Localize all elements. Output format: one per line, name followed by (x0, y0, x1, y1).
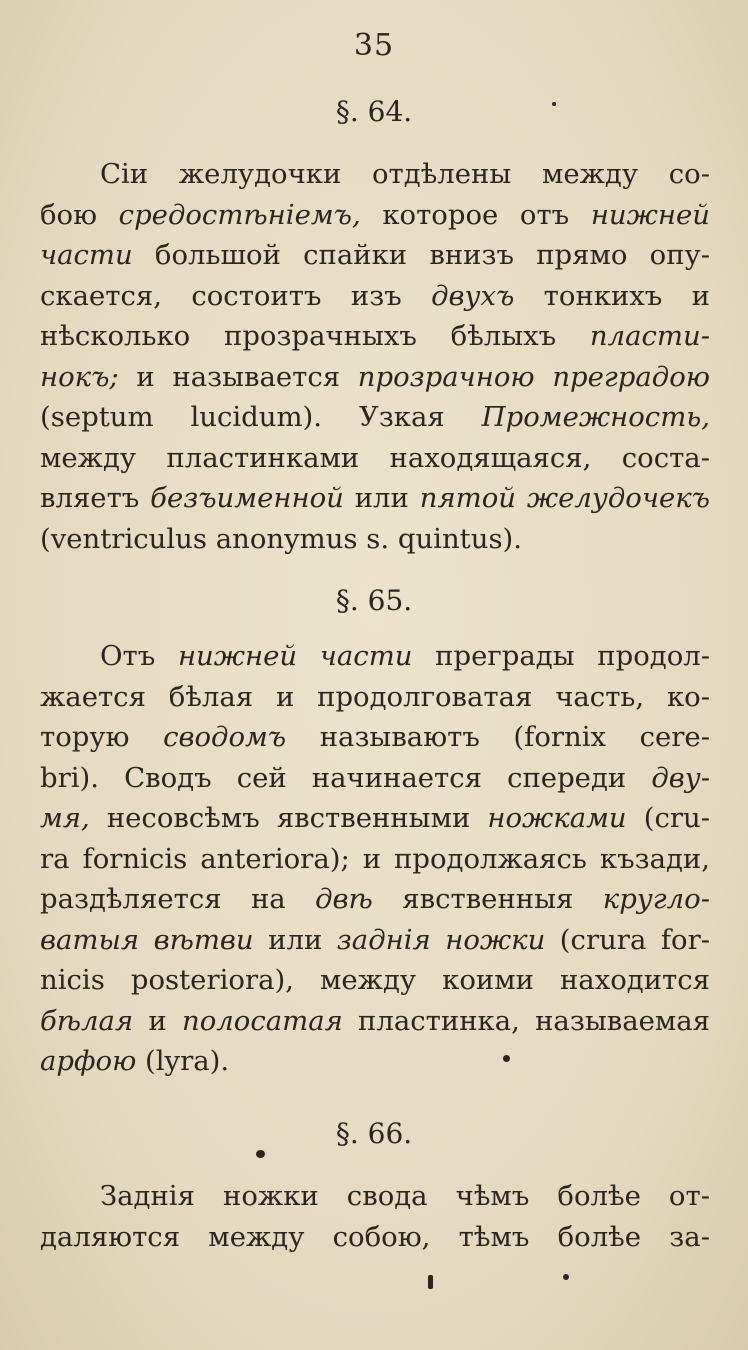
ink-speck (503, 1055, 510, 1062)
text-line (40, 154, 710, 195)
text-line (40, 1001, 710, 1042)
text-line (40, 1217, 710, 1258)
section-heading-64: §. 64. (335, 95, 413, 128)
text-run: nicis posteriora), между коими находится (40, 964, 710, 996)
ink-speck (256, 1150, 265, 1158)
italic-term: нижней (590, 198, 710, 231)
paragraph-66 (40, 1176, 710, 1257)
text-run: скается, состоитъ изъ (40, 279, 432, 312)
italic-term: заднія ножки (336, 923, 546, 956)
text-run: или (253, 923, 337, 956)
text-run: ra fornicis anteriora); и продолжаясь къзади, (40, 842, 710, 875)
text-run: или (343, 482, 420, 514)
text-line (40, 316, 710, 357)
italic-term: арфою (40, 1045, 137, 1077)
text-line (40, 1041, 710, 1082)
text-line (40, 879, 710, 920)
text-line (40, 677, 710, 718)
text-line (40, 920, 710, 961)
text-run: бою (40, 198, 119, 231)
text-run: вляетъ (40, 482, 151, 514)
italic-term: сводомъ (163, 721, 287, 753)
italic-term: полосатая (182, 1004, 343, 1037)
text-run: пластинка, называемая (342, 1004, 710, 1037)
text-line (40, 438, 710, 479)
text-run: жается бѣлая и продолговатая часть, ко- (40, 680, 710, 713)
ink-speck (552, 102, 556, 106)
italic-term: части (40, 239, 133, 271)
italic-term: пятой желудочекъ (419, 482, 710, 514)
text-line (40, 397, 710, 438)
text-run: преграды продол- (412, 640, 710, 672)
italic-term: Промежность, (481, 401, 710, 433)
text-run: и называется (118, 360, 358, 393)
text-run: торую (40, 721, 164, 753)
text-line (40, 758, 710, 799)
section-heading-65: §. 65. (335, 584, 413, 617)
italic-term: прозрачною преградою (357, 360, 710, 393)
ink-speck (428, 1275, 433, 1289)
text-line (40, 960, 710, 1001)
italic-term: мя, (40, 802, 90, 834)
text-run: тонкихъ и (514, 279, 710, 312)
page-number: 35 (353, 28, 395, 63)
text-run: которое отъ (360, 198, 591, 231)
paragraph-65 (40, 636, 710, 1082)
text-run: несовсѣмъ явственными (89, 802, 488, 834)
text-run: нѣсколько прозрачныхъ бѣлыхъ (40, 320, 590, 352)
text-run: между пластинками находящаяся, соста- (40, 441, 710, 474)
text-line (40, 276, 710, 317)
italic-term: ватыя вѣтви (40, 923, 254, 956)
italic-term: двѣ (315, 883, 373, 915)
text-line (40, 519, 710, 560)
text-run: и (133, 1004, 182, 1037)
italic-term: нокъ; (40, 360, 119, 393)
text-run: большой спайки внизъ прямо опу- (132, 239, 710, 271)
text-line (40, 235, 710, 276)
text-run: даляются между собою, тѣмъ болѣе за- (40, 1220, 710, 1253)
italic-term: пласти- (589, 320, 710, 352)
paragraph-64 (40, 154, 710, 559)
text-line (40, 839, 710, 880)
text-run: (cru- (626, 802, 710, 834)
italic-term: ножками (487, 802, 627, 834)
text-line (40, 478, 710, 519)
italic-term: кругло- (602, 883, 710, 915)
text-line (40, 798, 710, 839)
text-run: bri). Сводъ сей начинается спереди (40, 761, 652, 794)
text-line (40, 195, 710, 236)
text-run: называютъ (fornix cere- (286, 721, 710, 753)
text-run: Отъ (100, 640, 178, 672)
italic-term: двухъ (431, 279, 515, 312)
text-run: (lyra). (136, 1045, 230, 1077)
text-run: явственныя (372, 883, 603, 915)
text-run: раздѣляется на (40, 883, 316, 915)
italic-term: бѣлая (40, 1004, 134, 1037)
text-run: (septum lucidum). Узкая (40, 401, 482, 433)
text-run: Сіи желудочки отдѣлены между со- (100, 158, 710, 190)
text-line (40, 1176, 710, 1217)
text-run: (ventriculus anonymus s. quintus). (40, 522, 523, 555)
text-run: (crura for- (545, 923, 710, 956)
section-heading-66: §. 66. (335, 1117, 413, 1150)
italic-term: нижней части (177, 640, 413, 672)
text-line (40, 717, 710, 758)
italic-term: безъименной (150, 482, 344, 514)
italic-term: дву- (651, 761, 710, 794)
text-run: Заднія ножки свода чѣмъ болѣе от- (100, 1180, 710, 1212)
text-line (40, 636, 710, 677)
text-line (40, 357, 710, 398)
ink-speck (563, 1274, 569, 1280)
italic-term: средостѣніемъ, (118, 198, 361, 231)
